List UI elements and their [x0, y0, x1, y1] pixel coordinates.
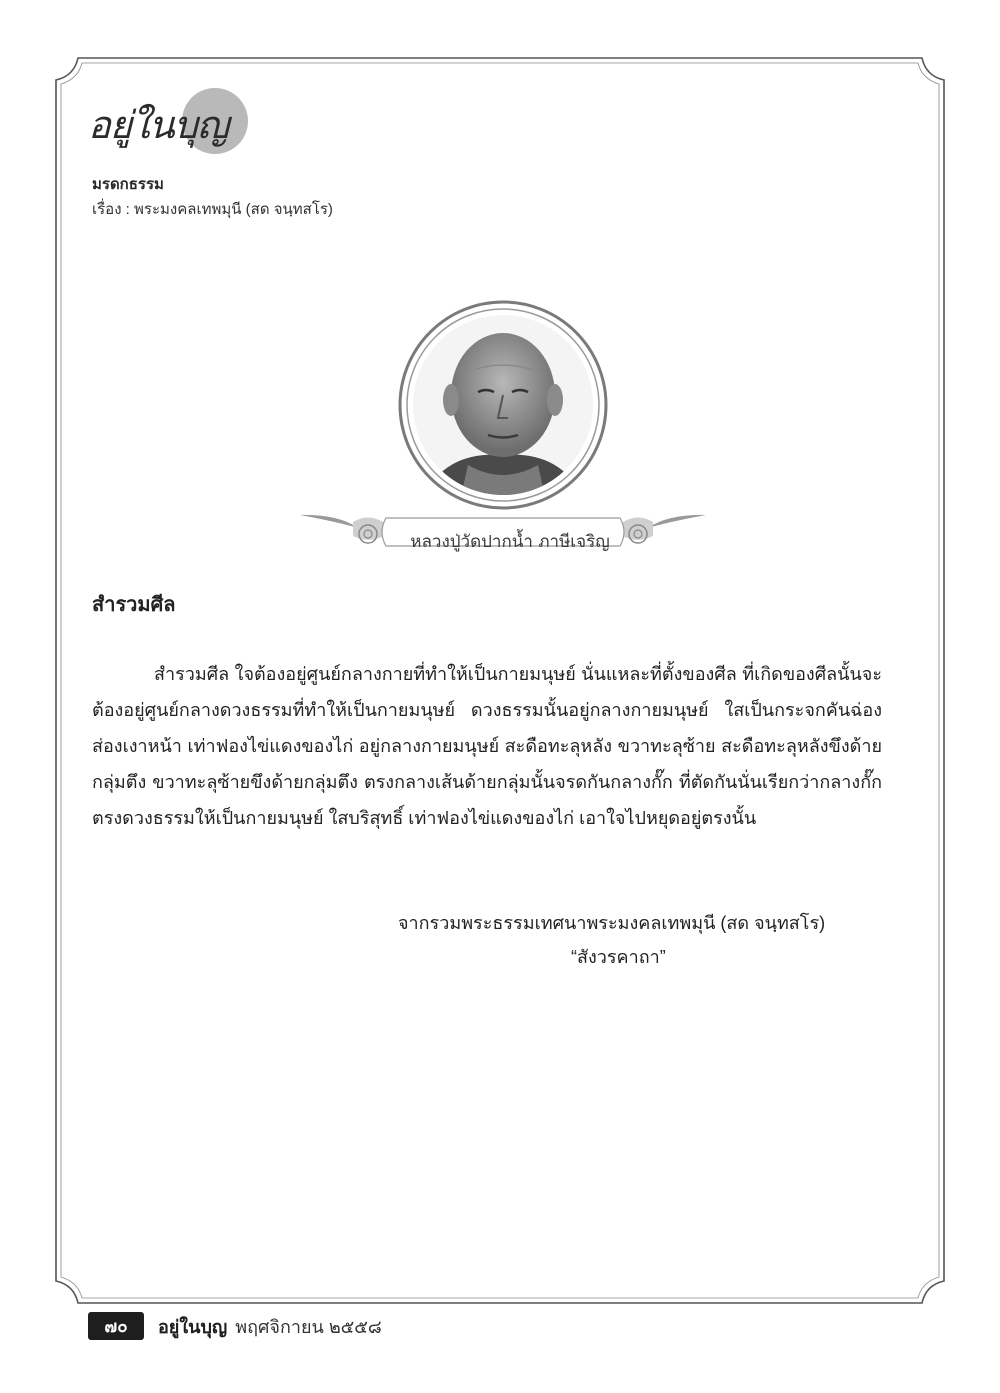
- portrait-caption: หลวงปู่วัดปากน้ำ ภาษีเจริญ: [410, 532, 610, 552]
- article-source: จากรวมพระธรรมเทศนาพระมงคลเทพมุนี (สด จนฺทสโร): [398, 913, 826, 933]
- article-body: สำรวมศีล ใจต้องอยู่ศูนย์กลางกายที่ทำให้เป็นกายมนุษย์ นั่นแหละที่ตั้งของศีล ที่เกิดของศีลนั้นจะต้องอยู่ศูนย์กลางดวงธรรมที่ทำให้เป็นกายมนุษย์ ดวงธรรมนั้นอยู่กลางกายมนุษย์ ใสเป็นกระจกคันฉ่องส่องเงาหน้า เท่าฟองไข่แดงของไก่ อยู่กลางกายมนุษย์ สะดือทะลุหลัง ขวาทะลุซ้าย สะดือทะลุหลังขึงด้ายกลุ่มตึง ขวาทะลุซ้ายขึงด้ายกลุ่มตึง ตรงกลางเส้นด้ายกลุ่มนั้นจรดกันกลางกั๊ก ที่ตัดกันนั่นเรียกว่ากลางกั๊ก ตรงดวงธรรมให้เป็นกายมนุษย์ ใสบริสุทธิ์ เท่าฟองไข่แดงของไก่ เอาใจไปหยุดอยู่ตรงนั้น: [92, 664, 882, 828]
- byline: เรื่อง : พระมงคลเทพมุนี (สด จนฺทสโร): [92, 201, 333, 218]
- section-label: มรดกธรรม: [92, 176, 164, 193]
- page-footer: [88, 1311, 382, 1341]
- article-source-title: “สังวรคาถา”: [571, 947, 666, 967]
- magazine-logo: [88, 88, 258, 164]
- portrait-illustration: [298, 300, 708, 560]
- footer-magazine-name: อยู่ในบุญ: [158, 1316, 228, 1337]
- article-heading: สำรวมศีล: [92, 594, 176, 616]
- page-number-badge: ๗๐: [88, 1312, 144, 1340]
- logo-text: อยู่ในบุญ: [88, 103, 229, 147]
- footer-issue-date: พฤศจิกายน ๒๕๕๘: [235, 1316, 382, 1337]
